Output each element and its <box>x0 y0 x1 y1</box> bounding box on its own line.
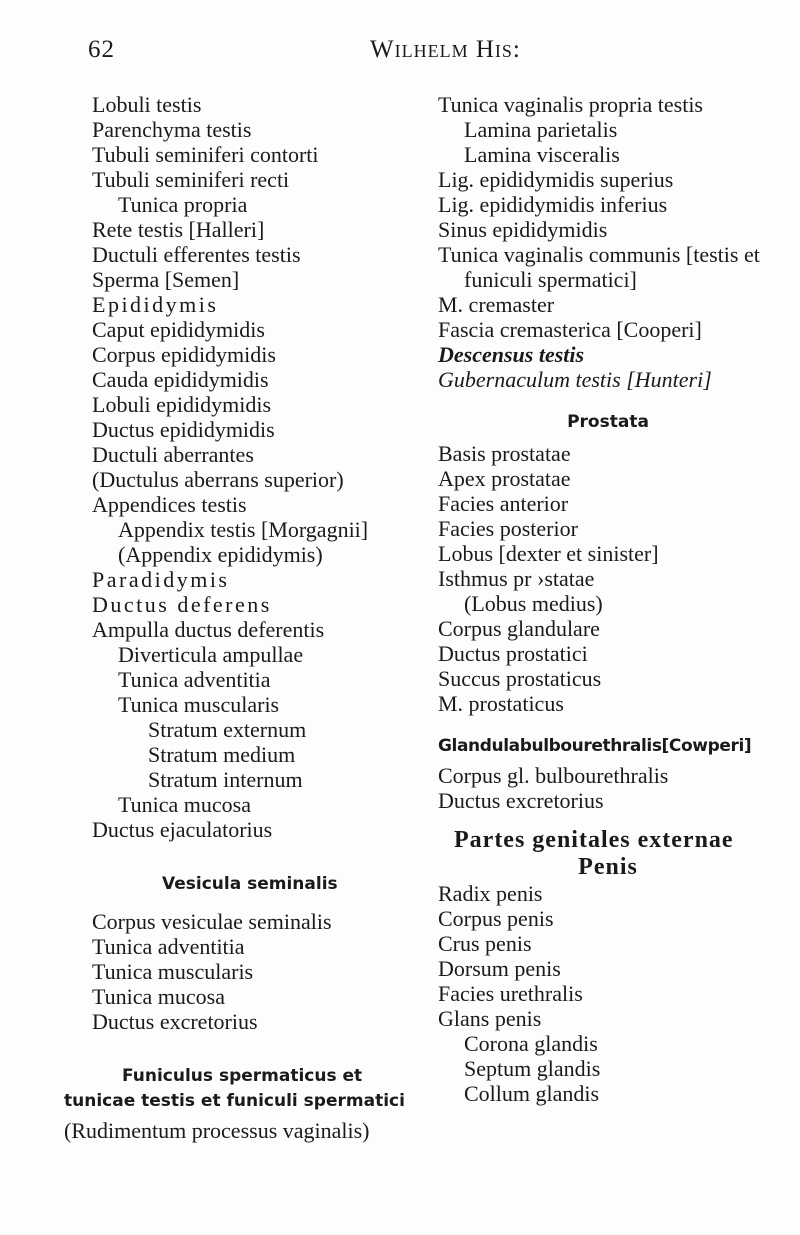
term-line: Isthmus pr ›statae <box>438 566 595 591</box>
term-line: Tubuli seminiferi contorti <box>92 142 319 167</box>
term-line: Ductus ejaculatorius <box>92 817 273 842</box>
term-line: Appendices testis <box>92 492 247 517</box>
term-line: Tubuli seminiferi recti <box>92 167 290 192</box>
running-title: Wilhelm His: <box>370 36 521 63</box>
term-line: Lig. epididymidis superius <box>438 167 674 192</box>
term-line: Corpus vesiculae seminalis <box>92 909 332 934</box>
term-line: Lobuli testis <box>92 92 202 117</box>
term-line: Glans penis <box>438 1006 542 1031</box>
term-line: Lamina parietalis <box>464 117 618 142</box>
term-line: Sperma [Semen] <box>92 267 240 292</box>
term-line: Ductus excretorius <box>438 788 604 813</box>
term-line: Diverticula ampullae <box>118 642 304 667</box>
page-header <box>0 36 800 76</box>
term-line: (Appendix epididymis) <box>118 542 323 567</box>
term-line: Tunica vaginalis communis [testis et <box>438 242 760 267</box>
term-line: Tunica muscularis <box>92 959 254 984</box>
left-column <box>64 92 432 1143</box>
term-line: Cauda epididymidis <box>92 367 269 392</box>
term-line: Crus penis <box>438 931 532 956</box>
term-line: (Lobus medius) <box>464 591 603 616</box>
term-line: Collum glandis <box>464 1081 600 1106</box>
term-line: Descensus testis <box>438 342 585 367</box>
term-line: Facies urethralis <box>438 981 583 1006</box>
term-line: Stratum internum <box>148 767 303 792</box>
term-line: Dorsum penis <box>438 956 561 981</box>
term-line: Sinus epididymidis <box>438 217 608 242</box>
term-line: Gubernaculum testis [Hunteri] <box>438 367 712 392</box>
term-line: Corpus glandulare <box>438 616 600 641</box>
term-line: Tunica mucosa <box>92 984 226 1009</box>
term-line: Corona glandis <box>464 1031 598 1056</box>
term-line: Tunica adventitia <box>92 934 245 959</box>
section-heading-penis: Penis <box>578 854 638 880</box>
term-line: Lig. epididymidis inferius <box>438 192 668 217</box>
term-line: Rete testis [Halleri] <box>92 217 265 242</box>
term-line: (Rudimentum processus vaginalis) <box>64 1118 370 1143</box>
term-line: Paradidymis <box>92 567 230 592</box>
term-line: Apex prostatae <box>438 466 571 491</box>
term-line: Tunica vaginalis propria testis <box>438 92 703 117</box>
term-line: Stratum externum <box>148 717 307 742</box>
section-heading-funiculus-cont: tunicae testis et funiculi spermatici <box>64 1091 405 1111</box>
section-heading-funiculus: Funiculus spermaticus et <box>122 1066 363 1086</box>
term-line: Lamina visceralis <box>464 142 620 167</box>
term-line: Appendix testis [Morgagnii] <box>118 517 369 542</box>
section-heading-vesicula: Vesicula seminalis <box>162 874 338 894</box>
section-heading-glandula: Glandulabulbourethralis[Cowperi] <box>438 736 752 756</box>
term-line: Parenchyma testis <box>92 117 252 142</box>
section-heading-partes: Partes genitales externae <box>454 827 734 853</box>
term-line: Fascia cremasterica [Cooperi] <box>438 317 702 342</box>
term-line: Ductus epididymidis <box>92 417 275 442</box>
term-line: Corpus gl. bulbourethralis <box>438 763 669 788</box>
term-line: Facies posterior <box>438 516 578 541</box>
term-line: M. prostaticus <box>438 691 564 716</box>
term-line: Ductuli efferentes testis <box>92 242 301 267</box>
term-line: Tunica propria <box>118 192 248 217</box>
term-line: (Ductulus aberrans superior) <box>92 467 344 492</box>
term-line: Lobuli epididymidis <box>92 392 272 417</box>
term-line: Tunica muscularis <box>118 692 280 717</box>
page-number: 62 <box>88 36 115 63</box>
term-line: Tunica adventitia <box>118 667 271 692</box>
term-line: Facies anterior <box>438 491 569 516</box>
term-line: Corpus penis <box>438 906 554 931</box>
term-line: Ampulla ductus deferentis <box>92 617 325 642</box>
term-line: Septum glandis <box>464 1056 601 1081</box>
term-line: Corpus epididymidis <box>92 342 276 367</box>
term-line: Stratum medium <box>148 742 296 767</box>
term-line: Succus prostaticus <box>438 666 602 691</box>
term-line: Radix penis <box>438 881 543 906</box>
term-line: Ductus excretorius <box>92 1009 258 1034</box>
term-line: Ductus prostatici <box>438 641 588 666</box>
term-line: Ductuli aberrantes <box>92 442 254 467</box>
term-line: M. cremaster <box>438 292 555 317</box>
section-heading-prostata: Prostata <box>567 412 649 432</box>
term-line: Caput epididymidis <box>92 317 265 342</box>
term-line: funiculi spermatici] <box>464 267 637 292</box>
term-line: Epididymis <box>92 292 219 317</box>
term-line: Tunica mucosa <box>118 792 252 817</box>
term-line: Basis prostatae <box>438 441 571 466</box>
term-line: Ductus deferens <box>92 592 272 617</box>
term-line: Lobus [dexter et sinister] <box>438 541 659 566</box>
right-column <box>438 92 778 1106</box>
